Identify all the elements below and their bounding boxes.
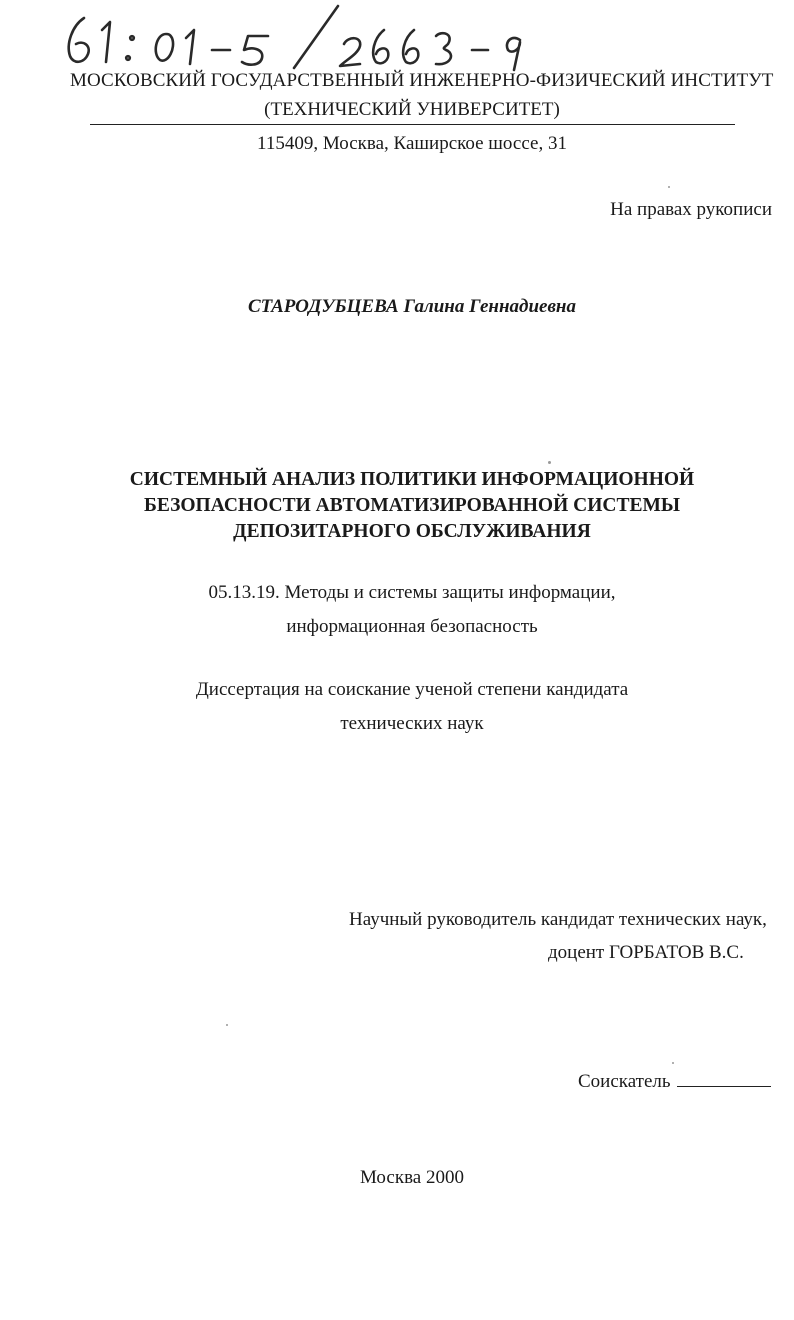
author-given-names: Галина Геннадиевна (403, 296, 576, 317)
degree-statement-line-1: Диссертация на соискание ученой степени кандидата (195, 679, 629, 700)
specialty-code-line: 05.13.19. Методы и системы защиты информации, (208, 582, 616, 603)
author-name (70, 296, 754, 318)
scan-speck (668, 186, 670, 188)
institute-name: МОСКОВСКИЙ ГОСУДАРСТВЕННЫЙ ИНЖЕНЕРНО-ФИЗИЧЕСКИЙ ИНСТИТУТ (70, 70, 774, 91)
handwritten-archive-number (62, 4, 542, 72)
dissertation-title-line-2: БЕЗОПАСНОСТИ АВТОМАТИЗИРОВАННОЙ СИСТЕМЫ (143, 495, 681, 516)
dissertation-title-line-3: ДЕПОЗИТАРНОГО ОБСЛУЖИВАНИЯ (233, 521, 591, 542)
manuscript-rights-note: На правах рукописи (610, 199, 772, 220)
author-surname: СТАРОДУБЦЕВА (248, 296, 399, 317)
supervisor-name: доцент ГОРБАТОВ В.С. (548, 942, 744, 963)
supervisor-title: Научный руководитель кандидат технических наук, (349, 909, 767, 930)
header-divider (90, 124, 735, 125)
scan-speck (672, 1062, 674, 1064)
city-and-year: Москва 2000 (360, 1167, 464, 1188)
specialty-name-line: информационная безопасность (286, 616, 538, 637)
applicant-label: Соискатель (578, 1071, 671, 1092)
university-subtitle: (ТЕХНИЧЕСКИЙ УНИВЕРСИТЕТ) (264, 99, 560, 120)
scan-speck (548, 461, 551, 464)
scan-speck (226, 1024, 228, 1026)
degree-statement-line-2: технических наук (340, 713, 484, 734)
signature-line (677, 1085, 771, 1087)
institute-address: 115409, Москва, Каширское шоссе, 31 (257, 133, 567, 154)
applicant-signature-block (578, 1071, 771, 1093)
dissertation-title-line-1: СИСТЕМНЫЙ АНАЛИЗ ПОЛИТИКИ ИНФОРМАЦИОННОЙ (129, 469, 695, 490)
